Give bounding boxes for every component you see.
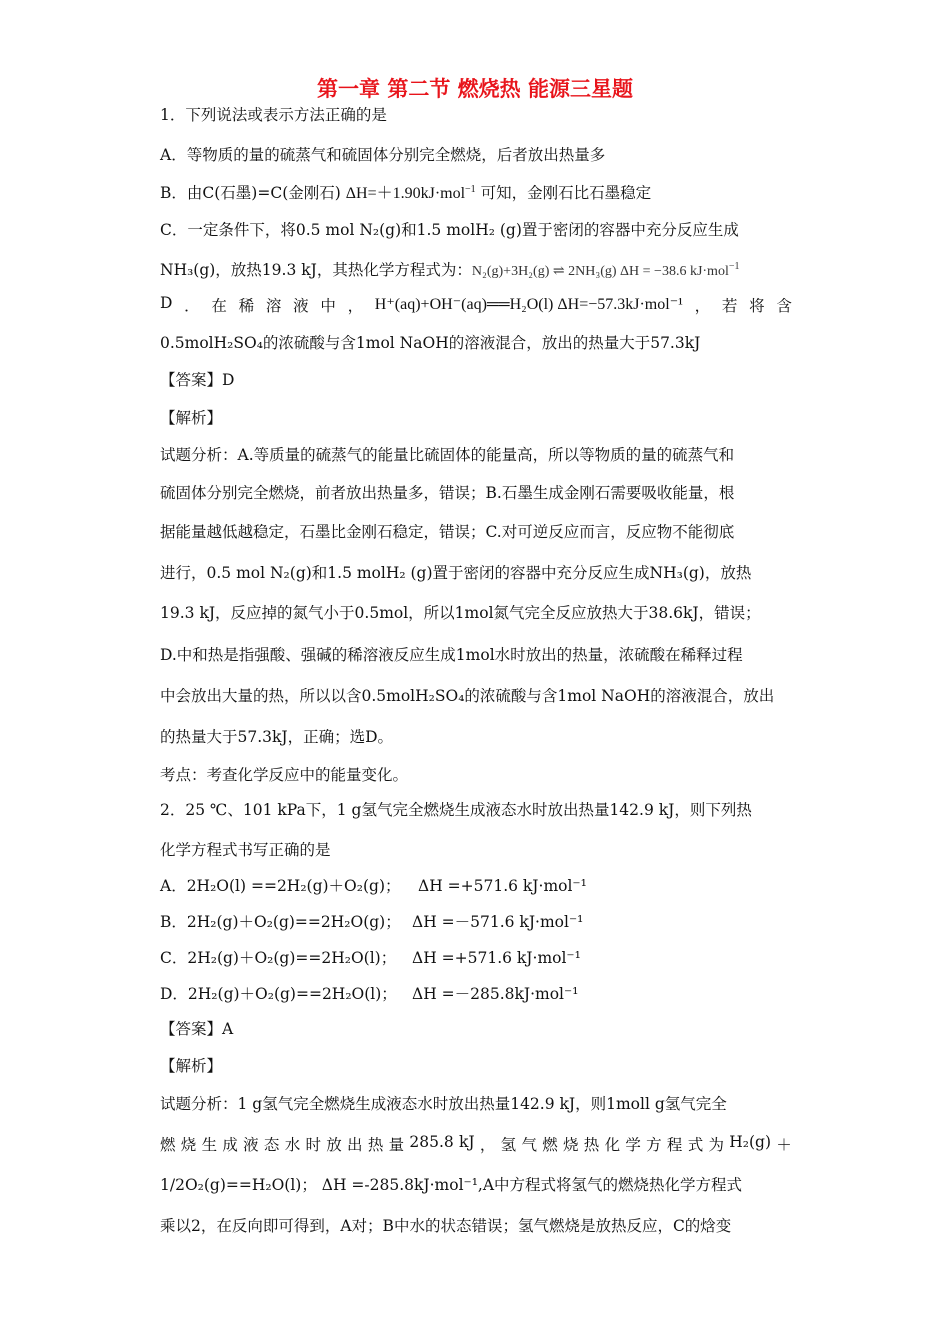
q1-analysis-label: 【解析】 — [160, 409, 223, 427]
q1-option-d-line1: D ． 在 稀 溶 液 中 ， H⁺(aq)+OH⁻(aq)══H₂O(l) ΔH=−57.3kJ·mol⁻¹ ， 若 将 含 — [160, 294, 792, 315]
q1-option-d-line2: 0.5molH₂SO₄的浓硫酸与含1mol NaOH的溶液混合，放出的热量大于57.3kJ — [160, 334, 701, 352]
q2-option-b: B．2H₂(g)＋O₂(g)==2H₂O(g)； ΔH =－571.6 kJ·mol⁻¹ — [160, 913, 584, 931]
q1-analysis-line: 进行，0.5 mol N₂(g)和1.5 molH₂ (g)置于密闭的容器中充分反应生成NH₃(g)，放热 — [160, 564, 752, 582]
q1-analysis-line: 中会放出大量的热，所以以含0.5molH₂SO₄的浓硫酸与含1mol NaOH的溶液混合，放出 — [160, 687, 775, 705]
q1-answer: 【答案】D — [160, 371, 235, 389]
q2-analysis-line: 1/2O₂(g)==H₂O(l)； ΔH =-285.8kJ·mol⁻¹,A中方程式将氢气的燃烧热化学方程式 — [160, 1176, 743, 1194]
q2-analysis-line: 燃 烧 生 成 液 态 水 时 放 出 热 量 285.8 kJ ， 氢 气 燃 烧 热 化 学 方 程 式 为 H₂(g) ＋ — [160, 1133, 792, 1154]
q2-analysis-label: 【解析】 — [160, 1057, 223, 1075]
q1-option-a: A．等物质的量的硫蒸气和硫固体分别完全燃烧，后者放出热量多 — [160, 146, 606, 164]
q1-option-d-formula: H⁺(aq)+OH⁻(aq)══H₂O(l) ΔH=−57.3kJ·mol⁻¹ — [374, 296, 683, 313]
q2-answer: 【答案】A — [160, 1020, 234, 1038]
q2-analysis-line: 乘以2，在反向即可得到，A对；B中水的状态错误；氢气燃烧是放热反应，C的焓变 — [160, 1217, 732, 1235]
q1-option-c-line2 — [160, 258, 739, 280]
q1-analysis-line: 19.3 kJ，反应掉的氮气小于0.5mol，所以1mol氮气完全反应放热大于38.6kJ，错误； — [160, 604, 761, 622]
q1-analysis-line: 试题分析：A.等质量的硫蒸气的能量比硫固体的能量高，所以等物质的量的硫蒸气和 — [160, 446, 735, 464]
q1-option-b-formula: ΔH=＋1.90kJ·mol$^{-1}$ — [345, 184, 476, 202]
q2-analysis-line: 试题分析：1 g氢气完全燃烧生成液态水时放出热量142.9 kJ，则1moll g氢气完全 — [160, 1095, 727, 1113]
q2-stem-line2: 化学方程式书写正确的是 — [160, 841, 331, 859]
q1-option-c-formula: N₂(g)+3H₂(g) ⇌ 2NH₃(g) ΔH = −38.6 kJ·mol$^{-1}$ — [471, 261, 740, 279]
q1-analysis-line: 硫固体分别完全燃烧，前者放出热量多，错误；B.石墨生成金刚石需要吸收能量，根 — [160, 484, 735, 502]
q1-analysis-line: D.中和热是指强酸、强碱的稀溶液反应生成1mol水时放出的热量，浓硫酸在稀释过程 — [160, 646, 743, 664]
q2-stem-line1: 2．25 ℃、101 kPa下，1 g氢气完全燃烧生成液态水时放出热量142.9 kJ，则下列热 — [160, 801, 752, 819]
q1-option-c-pre: NH₃(g)，放热19.3 kJ，其热化学方程式为： — [160, 261, 472, 279]
q2-option-d: D．2H₂(g)＋O₂(g)==2H₂O(l)； ΔH =－285.8kJ·mol⁻¹ — [160, 985, 579, 1003]
q1-option-c-line1: C．一定条件下，将0.5 mol N₂(g)和1.5 molH₂ (g)置于密闭的容器中充分反应生成 — [160, 221, 739, 239]
q1-option-b-pre: B．由C(石墨)=C(金刚石) — [160, 184, 346, 202]
q1-analysis-line: 的热量大于57.3kJ，正确；选D。 — [160, 728, 394, 746]
q2-option-a: A．2H₂O(l) ==2H₂(g)＋O₂(g)； ΔH =+571.6 kJ·mol⁻¹ — [160, 877, 587, 895]
page-title: 第一章 第二节 燃烧热 能源三星题 — [317, 77, 633, 101]
q1-option-b-post: 可知，金刚石比石墨稳定 — [475, 184, 652, 202]
q1-option-b — [160, 180, 651, 203]
q1-stem: 1．下列说法或表示方法正确的是 — [160, 106, 387, 124]
q1-analysis-line: 据能量越低越稳定，石墨比金刚石稳定，错误；C.对可逆反应而言，反应物不能彻底 — [160, 523, 735, 541]
q1-kaodian: 考点：考查化学反应中的能量变化。 — [160, 766, 409, 784]
q2-option-c: C．2H₂(g)＋O₂(g)==2H₂O(l)； ΔH =+571.6 kJ·mol⁻¹ — [160, 949, 581, 967]
